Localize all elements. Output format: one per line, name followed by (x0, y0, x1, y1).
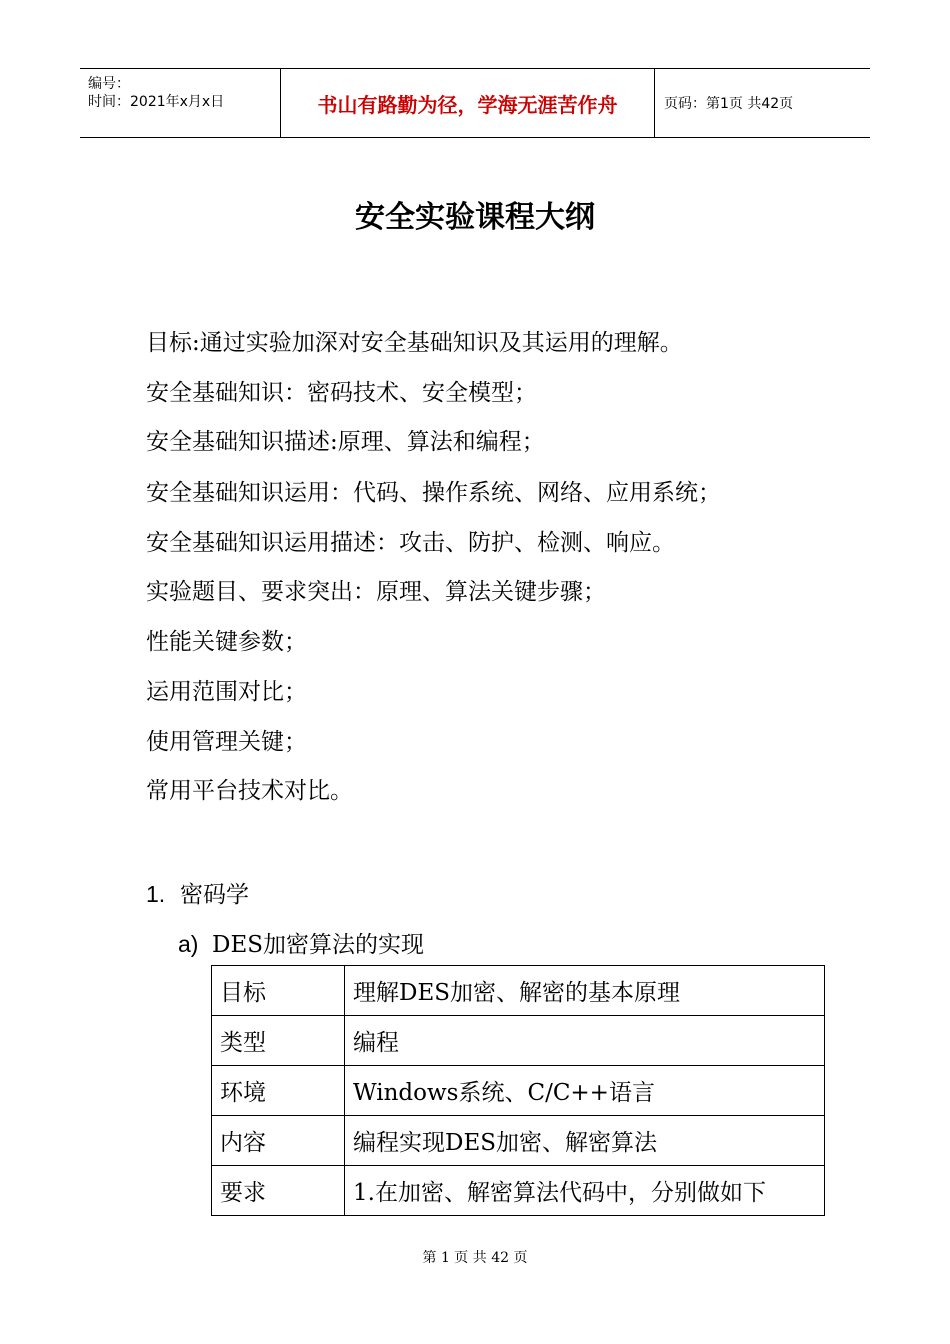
table-row (212, 1166, 825, 1216)
header-page-cell (654, 69, 870, 137)
paragraph: 目标:通过实验加深对安全基础知识及其运用的理解。 (146, 330, 683, 356)
paragraph: 使用管理关键； (146, 729, 307, 755)
document-title: 安全实验课程大纲 (355, 200, 595, 235)
table-key: 目标 (212, 966, 345, 1016)
table-value: 理解DES加密、解密的基本原理 (345, 966, 825, 1016)
experiment-table (211, 965, 825, 1216)
table-row (212, 1016, 825, 1066)
table-key: 环境 (212, 1066, 345, 1116)
paragraph: 安全基础知识运用：代码、操作系统、网络、应用系统； (146, 480, 721, 506)
subsection-number: a) (178, 931, 199, 957)
table-value: 1.在加密、解密算法代码中，分别做如下 (345, 1166, 825, 1216)
time-label: 时间：2021年x月x日 (88, 94, 225, 110)
header-page-info: 页码：第1页 共42页 (664, 96, 794, 112)
subsection-heading (178, 926, 424, 959)
table-row (212, 966, 825, 1016)
paragraph: 运用范围对比； (146, 679, 307, 705)
paragraph: 实验题目、要求突出：原理、算法关键步骤； (146, 579, 606, 605)
table-value: Windows系统、C/C++语言 (345, 1066, 825, 1116)
table-key: 要求 (212, 1166, 345, 1216)
number-label: 编号： (88, 76, 130, 92)
table-key: 内容 (212, 1116, 345, 1166)
table-row (212, 1116, 825, 1166)
section-number: 1. (146, 881, 166, 907)
paragraph: 安全基础知识运用描述：攻击、防护、检测、响应。 (146, 530, 675, 556)
table-value: 编程实现DES加密、解密算法 (345, 1116, 825, 1166)
paragraph: 安全基础知识：密码技术、安全模型； (146, 380, 537, 406)
paragraph: 安全基础知识描述:原理、算法和编程； (146, 429, 545, 455)
page-footer: 第 1 页 共 42 页 (422, 1250, 528, 1266)
header-motto: 书山有路勤为径，学海无涯苦作舟 (317, 92, 618, 117)
table-row (212, 1066, 825, 1116)
paragraph: 常用平台技术对比。 (146, 778, 353, 804)
section-heading (146, 876, 249, 909)
table-key: 类型 (212, 1016, 345, 1066)
section-title: 密码学 (180, 882, 249, 908)
table-value: 编程 (345, 1016, 825, 1066)
subsection-title: DES加密算法的实现 (212, 932, 424, 958)
paragraph: 性能关键参数； (146, 629, 307, 655)
page-header (80, 68, 870, 138)
header-meta (80, 69, 280, 137)
header-motto-cell (280, 69, 655, 137)
